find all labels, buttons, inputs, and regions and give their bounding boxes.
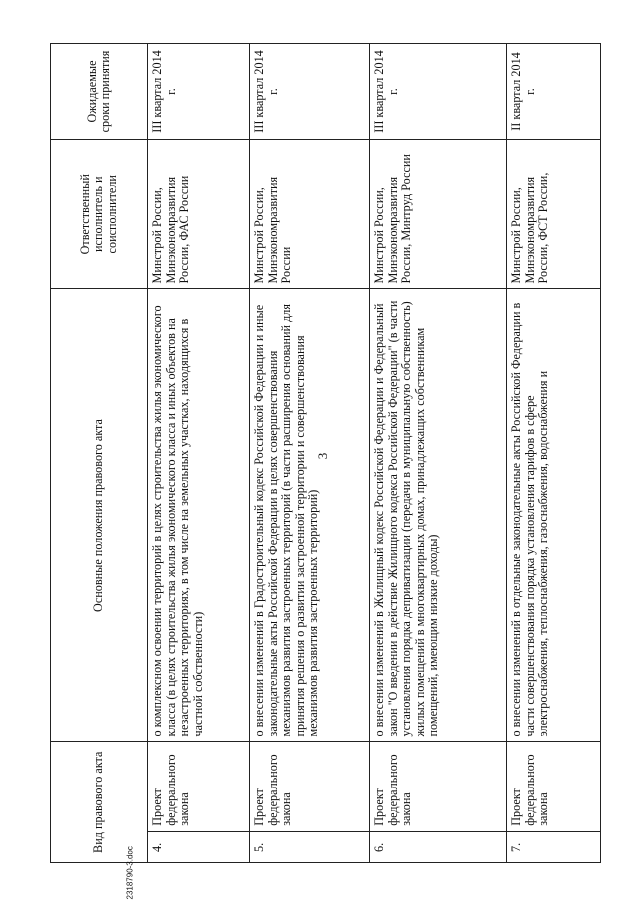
act-responsible: Минстрой России, Минэкономразвития России, ФАС России (148, 140, 250, 290)
header-deadline: Ожидаемые сроки принятия (51, 44, 148, 140)
header-act-type: Вид правового акта (51, 742, 148, 863)
row-number: 6. (370, 831, 507, 862)
act-responsible: Минстрой России, Минэкономразвития России, Минтруд России (370, 140, 507, 290)
act-deadline: III квартал 2014 г. (148, 44, 250, 140)
act-provisions: о внесении изменений в Жилищный кодекс Российской Федерации и Федеральный закон "О введении в действие Жилищного кодекса Российской Федерации" (в части установления порядка деприватизации (передачи в муниципальную собственность) жилых помещений в многоквартирных домах, принадлежащих собственникам помещений, имеющим низкие доходы) (370, 289, 507, 742)
legal-acts-table (50, 43, 601, 863)
table-row (250, 44, 370, 863)
act-responsible: Минстрой России, Минэкономразвития России (250, 140, 370, 290)
header-provisions: Основные положения правового акта (51, 289, 148, 742)
row-number: 5. (250, 831, 370, 862)
act-provisions: о комплексном освоении территорий в целях строительства жилья экономического класса (в целях строительства жилья экономического класса и иных объектов на незастроенных территориях, в том числе на земельных участках, находящихся в частной собственности) (148, 289, 250, 742)
row-number: 4. (148, 831, 250, 862)
page-number: 3 (315, 452, 330, 460)
table-row (370, 44, 507, 863)
act-type: Проект федерального закона (148, 742, 250, 831)
table-row (148, 44, 250, 863)
table-header-row (51, 44, 148, 863)
act-type: Проект федерального закона (250, 742, 370, 831)
header-responsible: Ответственный исполнитель и соисполнители (51, 140, 148, 290)
footer-filename: 2318790-3.doc (125, 846, 135, 900)
act-deadline: II квартал 2014 г. (507, 44, 601, 140)
act-deadline: III квартал 2014 г. (370, 44, 507, 140)
act-type: Проект федерального закона (370, 742, 507, 831)
act-deadline: III квартал 2014 г. (250, 44, 370, 140)
act-type: Проект федерального закона (507, 742, 601, 831)
act-responsible: Минстрой России, Минэкономразвития России, ФСТ России, (507, 140, 601, 290)
act-provisions: о внесении изменений в Градостроительный кодекс Российской Федерации и иные законодательные акты Российской Федерации в целях совершенствования механизмов развития застроенных территорий (в части расширения оснований для принятия решения о развитии застроенной территории и совершенствования механизмов развития застроенных территорий) (250, 289, 370, 742)
document-sheet (50, 43, 600, 863)
table-row (507, 44, 601, 863)
row-number: 7. (507, 831, 601, 862)
act-provisions: о внесении изменений в отдельные законодательные акты Российской Федерации в части совершенствования порядка установления тарифов в сфере электроснабжения, теплоснабжения, газоснабжения, водоснабжения и (507, 289, 601, 742)
